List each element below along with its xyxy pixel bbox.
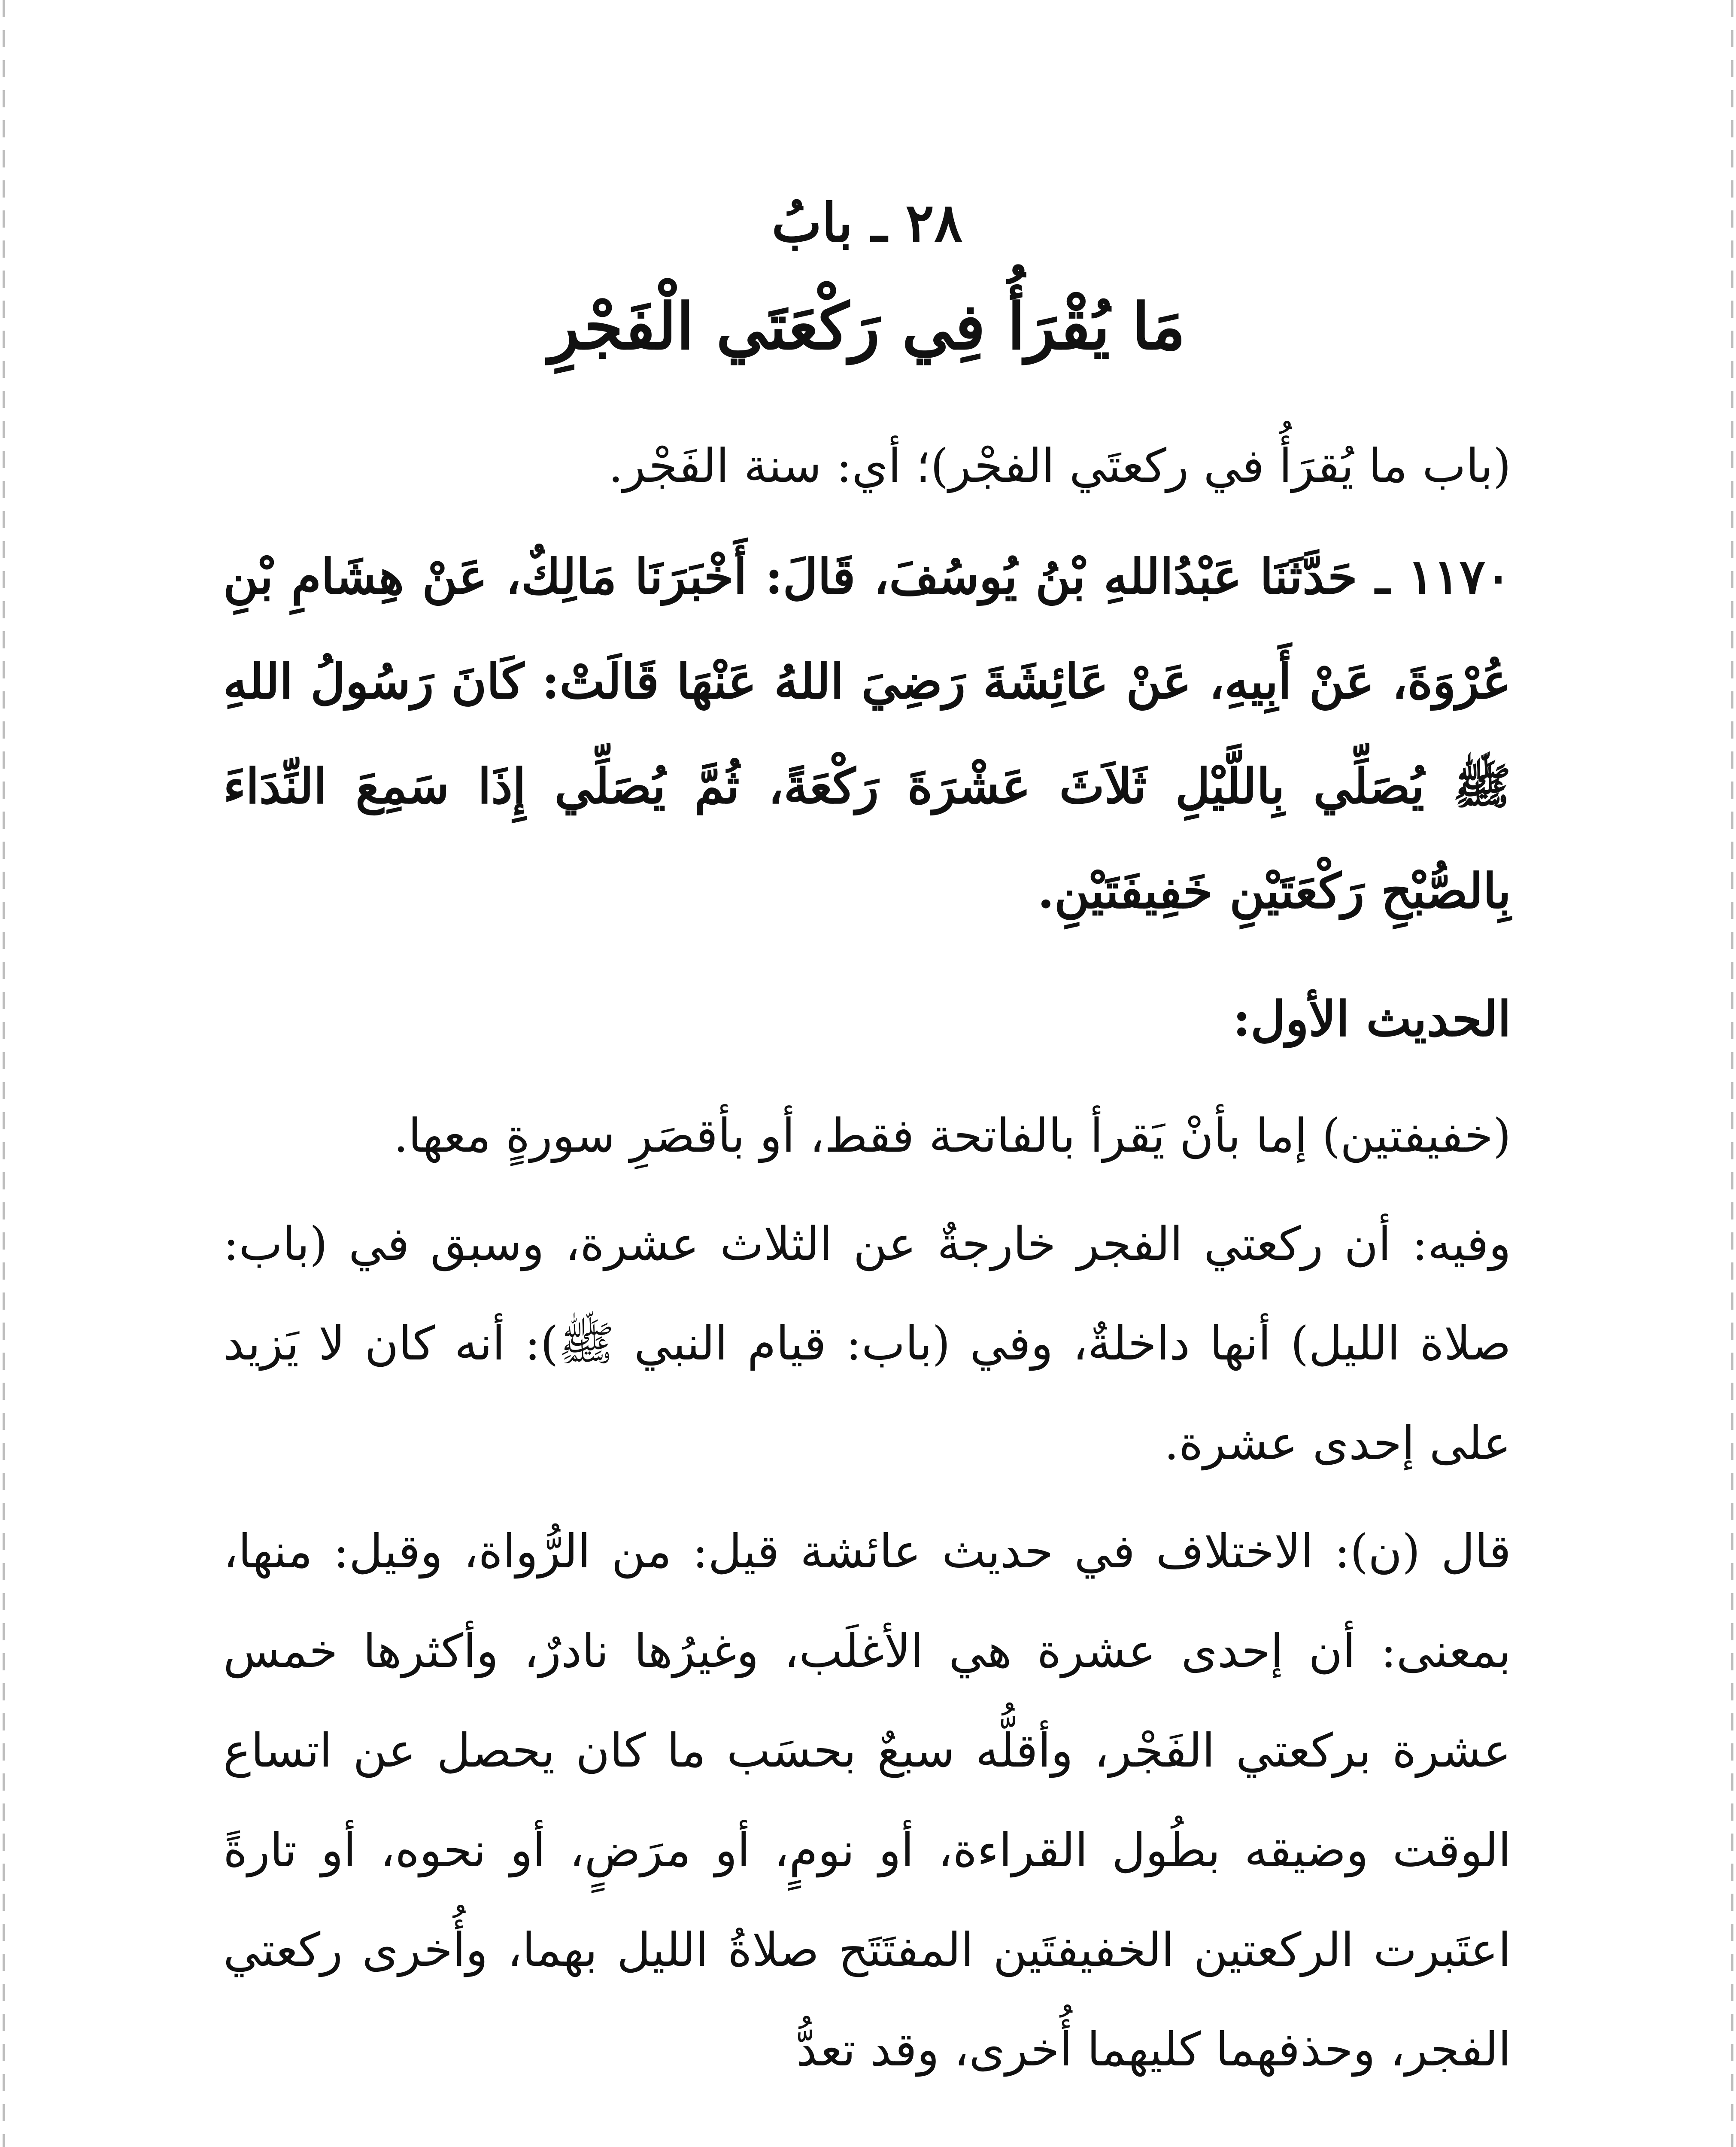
page-content <box>223 180 1511 2108</box>
chapter-title: مَا يُقْرَأُ فِي رَكْعَتَي الْفَجْرِ <box>549 289 1186 364</box>
page-edge-left <box>3 0 5 2147</box>
section-heading: الحديث الأول: <box>1232 991 1511 1047</box>
chapter-number: ٢٨ ـ بابُ <box>771 192 963 254</box>
hadith-text: ١١٧٠ ـ حَدَّثَنَا عَبْدُاللهِ بْنُ يُوسُفَ، قَالَ: أَخْبَرَنَا مَالِكٌ، عَنْ هِشَامِ بْنِ عُرْوَةَ، عَنْ أَبِيهِ، عَنْ عَائِشَةَ رَضِيَ اللهُ عَنْهَا قَالَتْ: كَانَ رَسُولُ اللهِ ﷺ يُصَلِّي بِاللَّيْلِ ثَلاَثَ عَشْرَةَ رَكْعَةً، ثُمَّ يُصَلِّي إِذَا سَمِعَ النِّدَاءَ بِالصُّبْحِ رَكْعَتَيْنِ خَفِيفَتَيْنِ. <box>223 549 1511 919</box>
commentary-paragraph: (خفيفتين) إما بأنْ يَقرأ بالفاتحة فقط، أو بأقصَرِ سورةٍ معها. <box>393 1109 1511 1163</box>
commentary-paragraph: وفيه: أن ركعتي الفجر خارجةٌ عن الثلاث عشرة، وسبق في (باب: صلاة الليل) أنها داخلةٌ، وفي (باب: قيام النبي ﷺ): أنه كان لا يَزيد على إحدى عشرة. <box>223 1217 1511 1470</box>
page-edge-right <box>1731 0 1733 2147</box>
chapter-explanation: (باب ما يُقرَأُ في ركعتَي الفجْر)؛ أي: سنة الفَجْر. <box>608 439 1511 493</box>
commentary-paragraph: قال (ن): الاختلاف في حديث عائشة قيل: من الرُّواة، وقيل: منها، بمعنى: أن إحدى عشرة هي الأغلَب، وغيرُها نادرٌ، وأكثرها خمس عشرة بركعتي الفَجْر، وأقلُّه سبعٌ بحسَب ما كان يحصل عن اتساع الوقت وضيقه بطُول القراءة، أو نومٍ، أو مرَضٍ، أو نحوه، أو تارةً اعتَبرت الركعتين الخفيفتَين المفتَتَح صلاةُ الليل بهما، وأُخرى ركعتي الفجر، وحذفهما كليهما أُخرى، وقد تعدُّ <box>223 1525 1511 2077</box>
